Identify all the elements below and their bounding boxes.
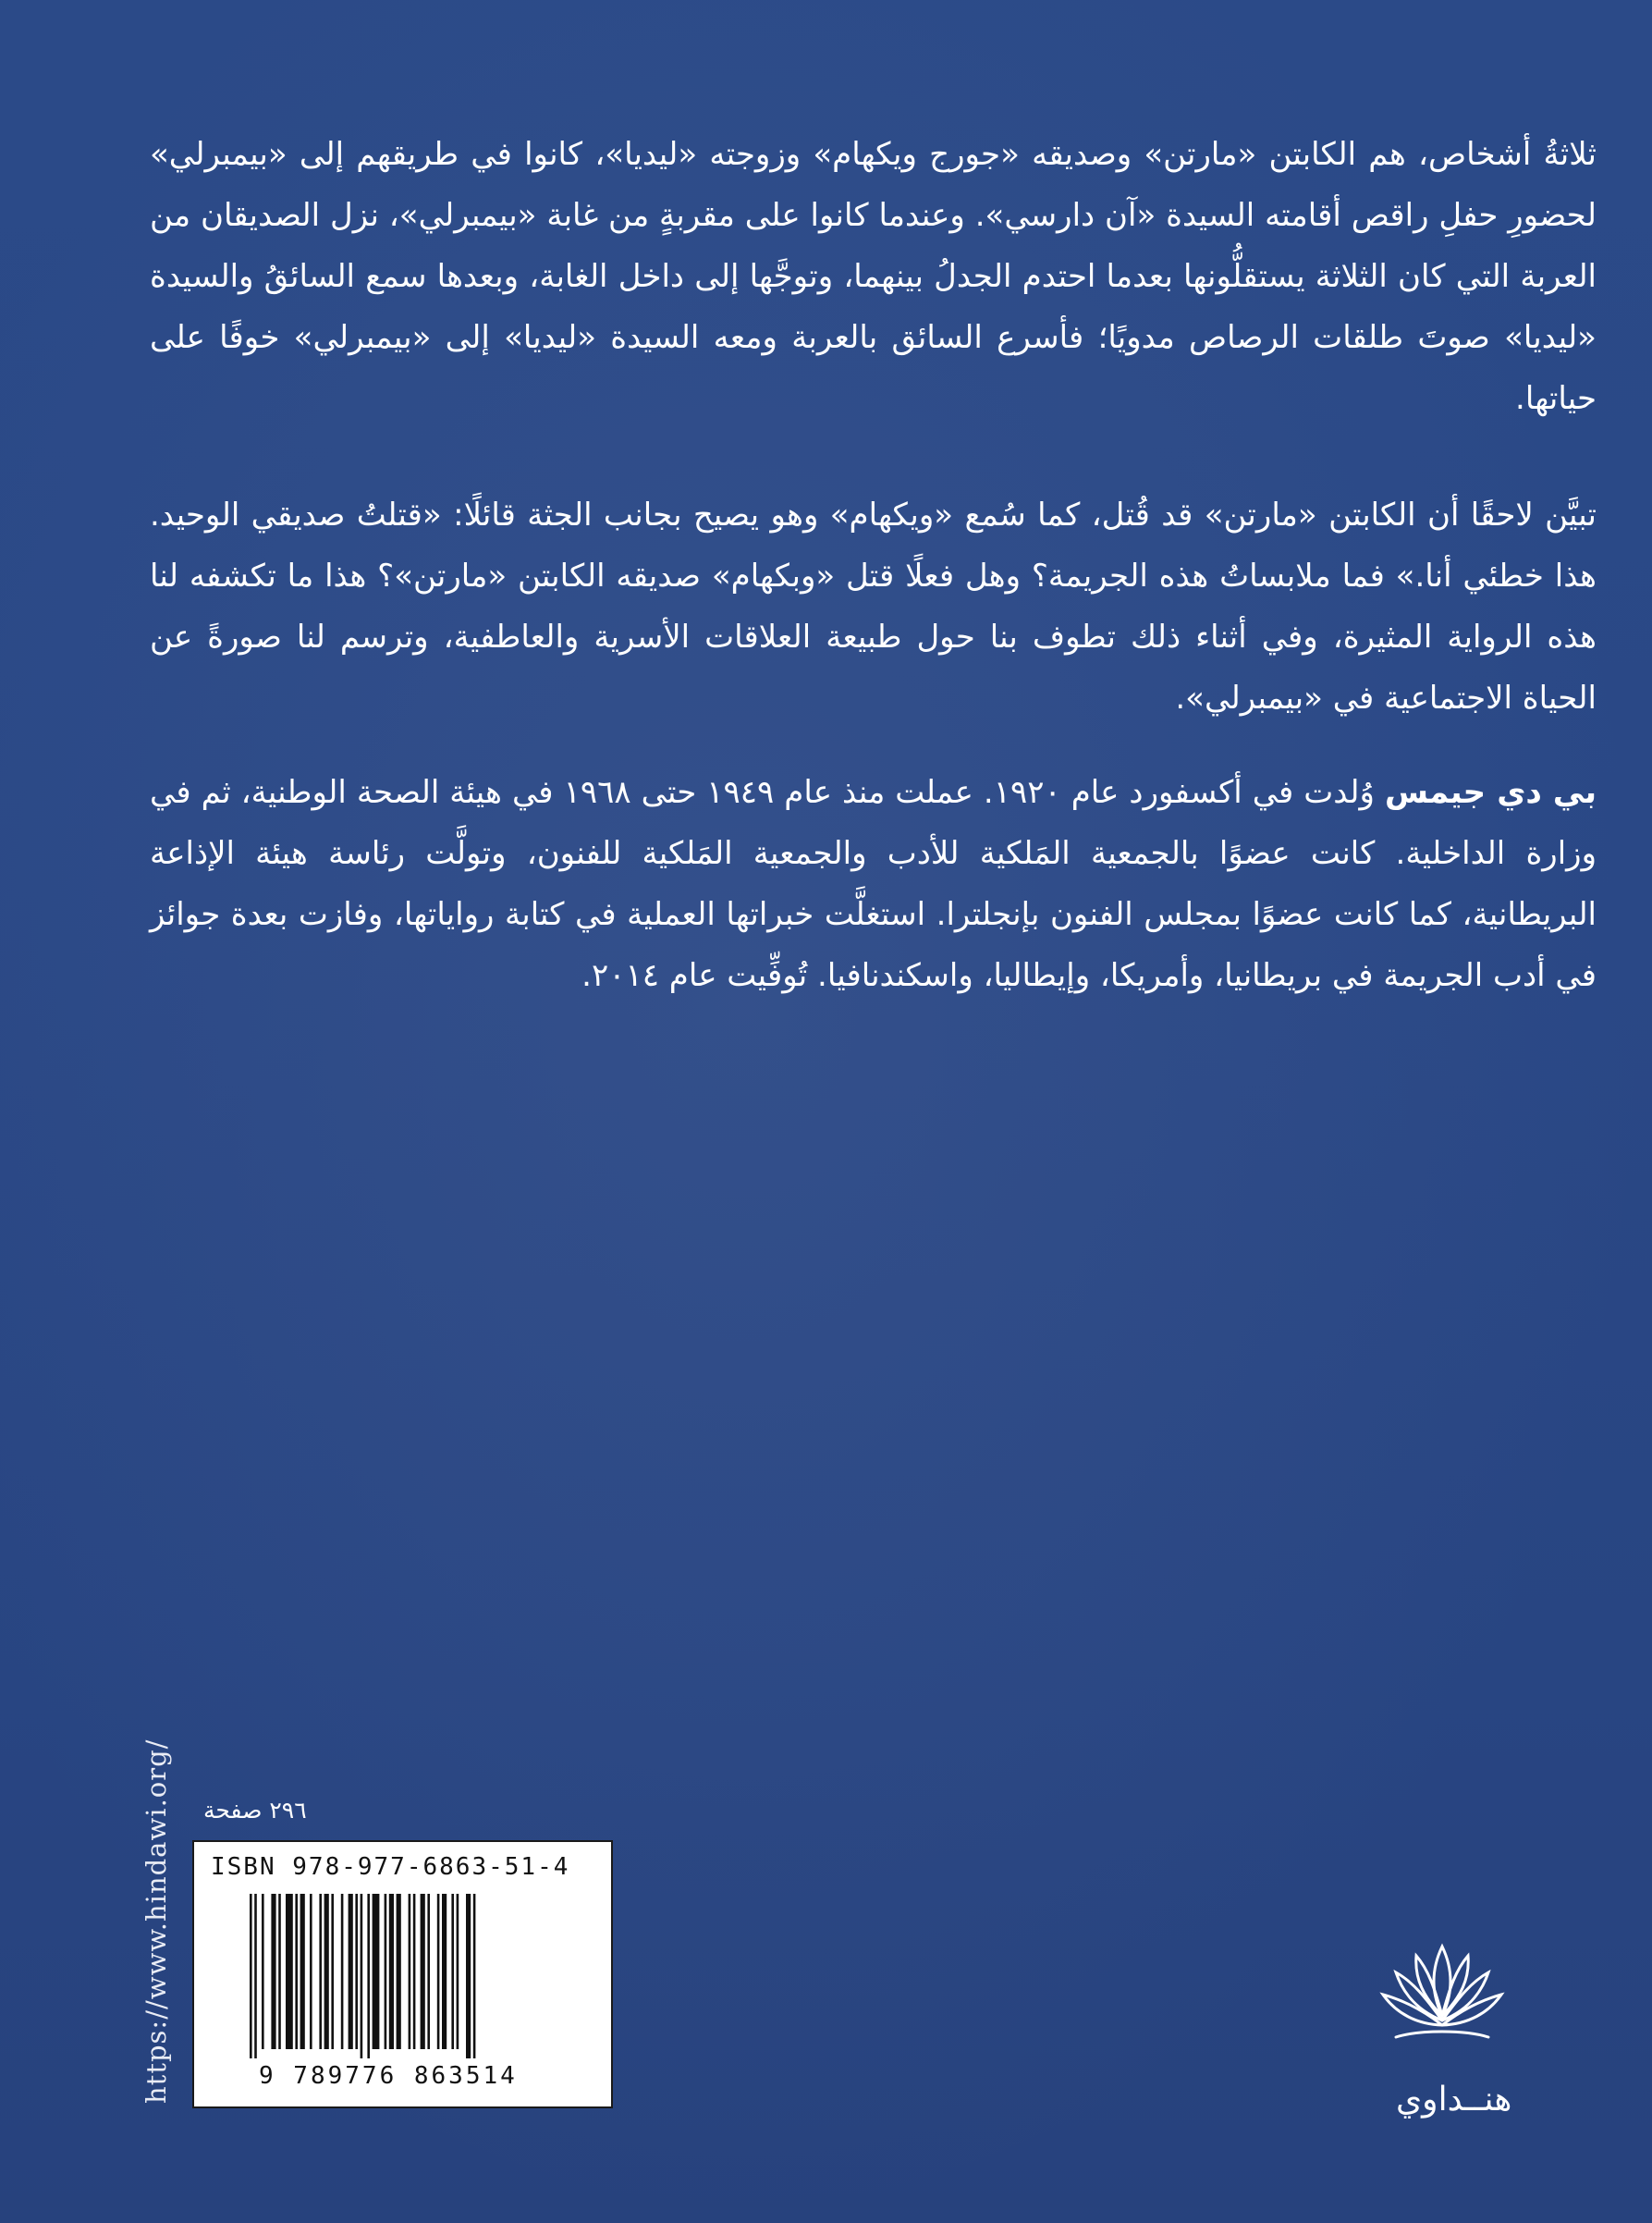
publisher-name: هنــداوي [1396, 2081, 1512, 2119]
isbn-label: ISBN 978-977-6863-51-4 [211, 1853, 570, 1881]
blurb-paragraph-mystery: تبيَّن لاحقًا أن الكابتن «مارتن» قد قُتل، كما سُمع «ويكهام» وهو يصيح بجانب الجثة قائلًا: «قتلتُ صديقي الوحيد. هذا خطئي أنا.» فما ملابساتُ هذه الجريمة؟ وهل فعلًا قتل «وبكهام» صديقه الكابتن «مارتن»؟ هذا ما تكشفه لنا هذه الرواية المثيرة، وفي أثناء ذلك تطوف بنا حول طبيعة العلاقات الأسرية والعاطفية، وترسم لنا صورةً عن الحياة الاجتماعية في «بيمبرلي». [150, 497, 1597, 717]
author-bio-text: وُلدت في أكسفورد عام ١٩٢٠. عملت منذ عام ١٩٤٩ حتى ١٩٦٨ في هيئة الصحة الوطنية، ثم في وزارة الداخلية. كانت عضوًا بالجمعية المَلكية للأدب والجمعية المَلكية للفنون، وتولَّت رئاسة هيئة الإذاعة البريطانية، كما كانت عضوًا بمجلس الفنون بإنجلترا. استغلَّت خبراتها العملية في كتابة رواياتها، وفازت بعدة جوائز في أدب الجريمة في بريطانيا، وأمريكا، وإيطاليا، واسكندنافيا. تُوفِّيت عام ٢٠١٤. [150, 774, 1597, 994]
blurb-paragraph-synopsis: ثلاثةُ أشخاص، هم الكابتن «مارتن» وصديقه «جورج ويكهام» وزوجته «ليديا»، كانوا في طريقهم إلى «بيمبرلي» لحضورِ حفلِ راقص أقامته السيدة «آن دارسي». وعندما كانوا على مقربةٍ من غابة «بيمبرلي»، نزل الصديقان من العربة التي كان الثلاثة يستقلُّونها بعدما احتدم الجدلُ بينهما، وتوجَّها إلى داخل الغابة، وبعدها سمع السائقُ والسيدة «ليديا» صوتَ طلقات الرصاص مدويًا؛ فأسرع السائق بالعربة ومعه السيدة «ليديا» إلى «بيمبرلي» خوفًا على حياتها. [150, 136, 1597, 417]
author-bio [150, 762, 1597, 1006]
page-count: ٢٩٦ صفحة [203, 1797, 307, 1824]
isbn-barcode-box [192, 1840, 613, 2108]
barcode [250, 1894, 555, 2060]
publisher-url[interactable]: https://www.hindawi.org/ [141, 1738, 172, 2104]
author-name: بي دي جيمس [1384, 774, 1597, 811]
hindawi-lotus-icon [1377, 1928, 1507, 2067]
barcode-digits: 9 789776 863514 [259, 2062, 518, 2090]
